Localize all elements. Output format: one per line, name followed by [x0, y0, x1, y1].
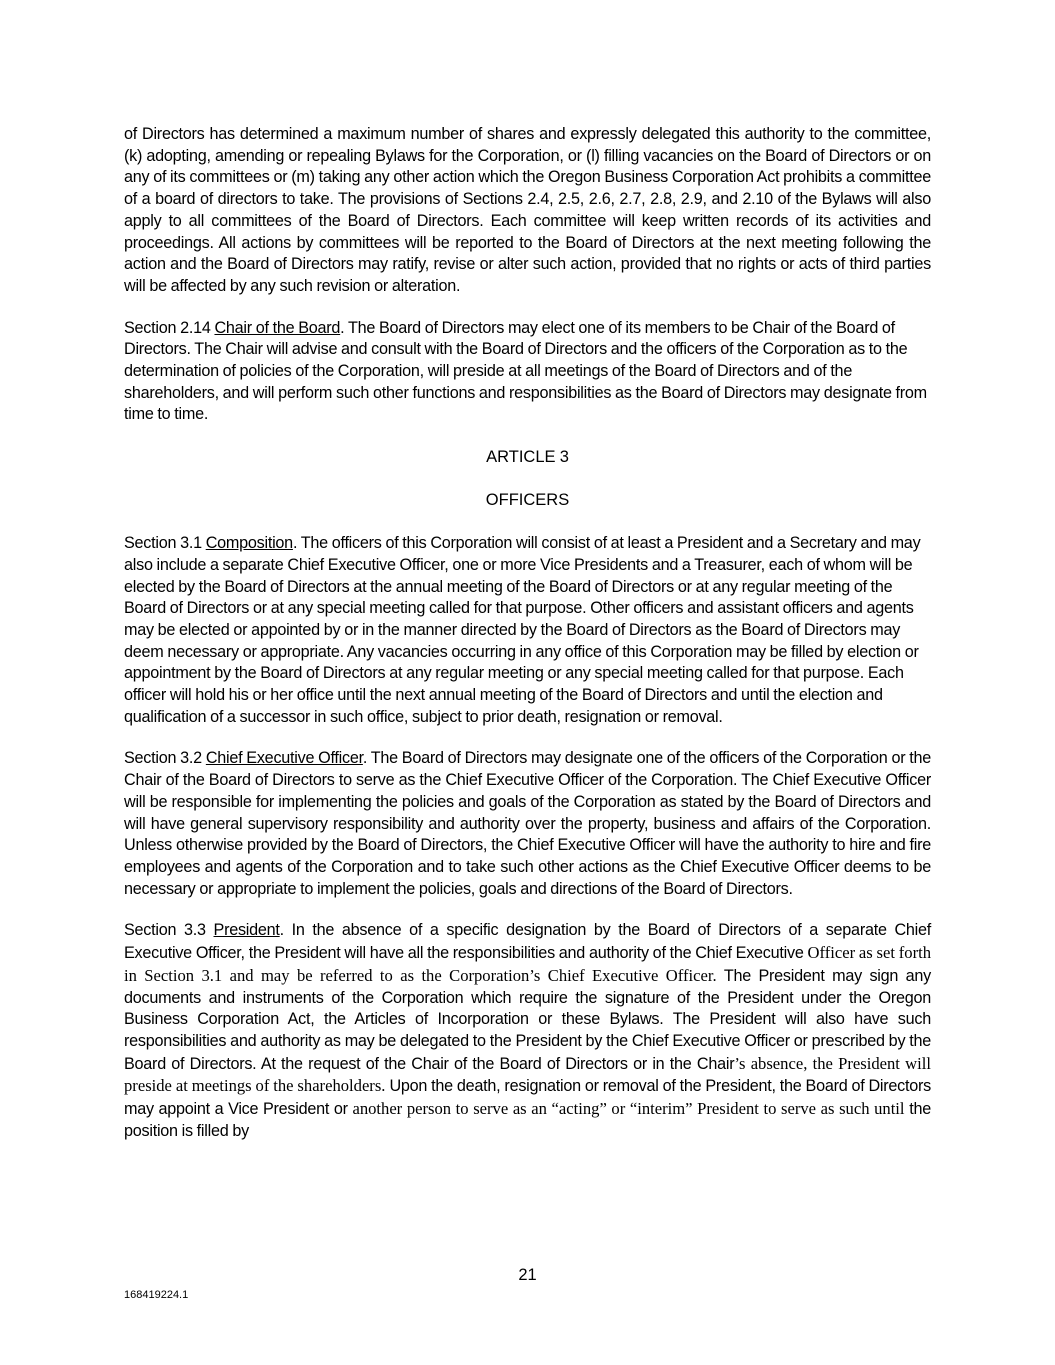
section-number: Section 2.14: [124, 318, 211, 337]
article-title: OFFICERS: [485, 491, 570, 510]
section-text: . The Board of Directors may elect one of its members to be Chair of the Board of Directors. The Chair will advise and consult with the Board of Directors and the officers of the Corporation as to the determination of policies of the Corporation, will preside at all meetings of the Board of Directors and of the shareholders, and will perform such other functions and responsibilities as the Board of Directors may designate from time to time.: [124, 318, 927, 424]
paragraph-section-2-14: [124, 318, 931, 427]
paragraph-section-3-3: [124, 920, 931, 1142]
section-text: . The officers of this Corporation will consist of at least a President and a Secretary and may also include a separate Chief Executive Officer, one or more Vice Presidents and a Treasurer, each of whom will be elected by the Board of Directors at the annual meeting of the Board of Directors or at any regular meeting of the Board of Directors or at any special meeting called for that purpose. Other officers and assistant officers and agents may be elected or appointed by or in the manner directed by the Board of Directors as the Board of Directors may deem necessary or appropriate. Any vacancies occurring in any office of this Corporation may be filled by election or appointment by the Board of Directors at any regular meeting or any special meeting called for that purpose. Each officer will hold his or her office until the next annual meeting of the Board of Directors and until the election and qualification of a successor in such office, subject to prior death, resignation or removal.: [124, 534, 921, 726]
continuation-text: of Directors has determined a maximum number of shares and expressly delegated this authority to the committee, (k) adopting, amending or repealing Bylaws for the Corporation, or (l) filling vacancies on the Board of Directors or on any of its committees or (m) taking any other action which the Oregon Business Corporation Act prohibits a committee of a board of directors to take. The provisions of Sections 2.4, 2.5, 2.6, 2.7, 2.8, 2.9, and 2.10 of the Bylaws will also apply to all committees of the Board of Directors. Each committee will keep written records of its activities and proceedings. All actions by committees will be reported to the Board of Directors at the next meeting following the action and the Board of Directors may ratify, revise or alter such action, provided that no rights or acts of third parties will be affected by any such revision or alteration.: [124, 125, 931, 295]
section-number: Section 3.3: [124, 921, 206, 940]
section-text-serif: Officer as set forth in Section 3.1 and may be referred to as the Corporation’s Chief Executive Officer.: [124, 943, 932, 985]
document-id: 168419224.1: [124, 1289, 189, 1301]
section-caption: President: [213, 921, 280, 940]
page-body: [124, 124, 931, 1162]
section-text-serif: another person to serve as an “acting” or “interim” President to serve as such until: [352, 1099, 905, 1119]
paragraph-section-3-1: [124, 533, 931, 728]
section-text-serif: ’s absence, the President will preside at meetings of the shareholders.: [124, 1053, 931, 1096]
section-caption: Chief Executive Officer: [205, 749, 363, 768]
paragraph-continuation: [124, 124, 931, 298]
section-number: Section 3.2: [124, 749, 202, 768]
section-text: . The Board of Directors may designate one of the officers of the Corporation or the Chair of the Board of Directors to serve as the Chief Executive Officer of the Corporation. The Chief Executive Officer will be responsible for implementing the policies and goals of the Corporation as stated by the Board of Directors and will have general supervisory responsibility and authority over the property, business and affairs of the Corporation. Unless otherwise provided by the Board of Directors, the Chief Executive Officer will have the authority to hire and fire employees and agents of the Corporation and to take such other actions as the Chief Executive Officer deems to be necessary or appropriate to implement the policies, goals and directions of the Board of Directors.: [124, 749, 932, 898]
section-number: Section 3.1: [124, 534, 202, 553]
paragraph-section-3-2: [124, 748, 931, 900]
section-text: the position is filled by: [124, 1100, 931, 1140]
section-caption: Composition: [205, 534, 293, 553]
section-text: The President may sign any documents and instruments of the Corporation which require the signature of the President under the Oregon Business Corporation Act, the Articles of Incorporation or these Bylaws. The President will also have such responsibilities and authority as may be delegated to the President by the Chief Executive Officer or prescribed by the Board of Directors. At the request of the Chair of the Board of Directors or in the Chair: [124, 966, 932, 1073]
section-text: Upon the death, resignation or removal of the President, the Board of Directors may appoint a Vice President or: [124, 1077, 931, 1119]
article-heading: ARTICLE 3: [486, 448, 569, 467]
section-text: . In the absence of a specific designation by the Board of Directors of a separate Chief Executive Officer, the President will have all the responsibilities and authority of the Chief Executive: [124, 921, 931, 963]
page-number: 21: [518, 1266, 537, 1284]
section-caption: Chair of the Board: [214, 318, 341, 337]
